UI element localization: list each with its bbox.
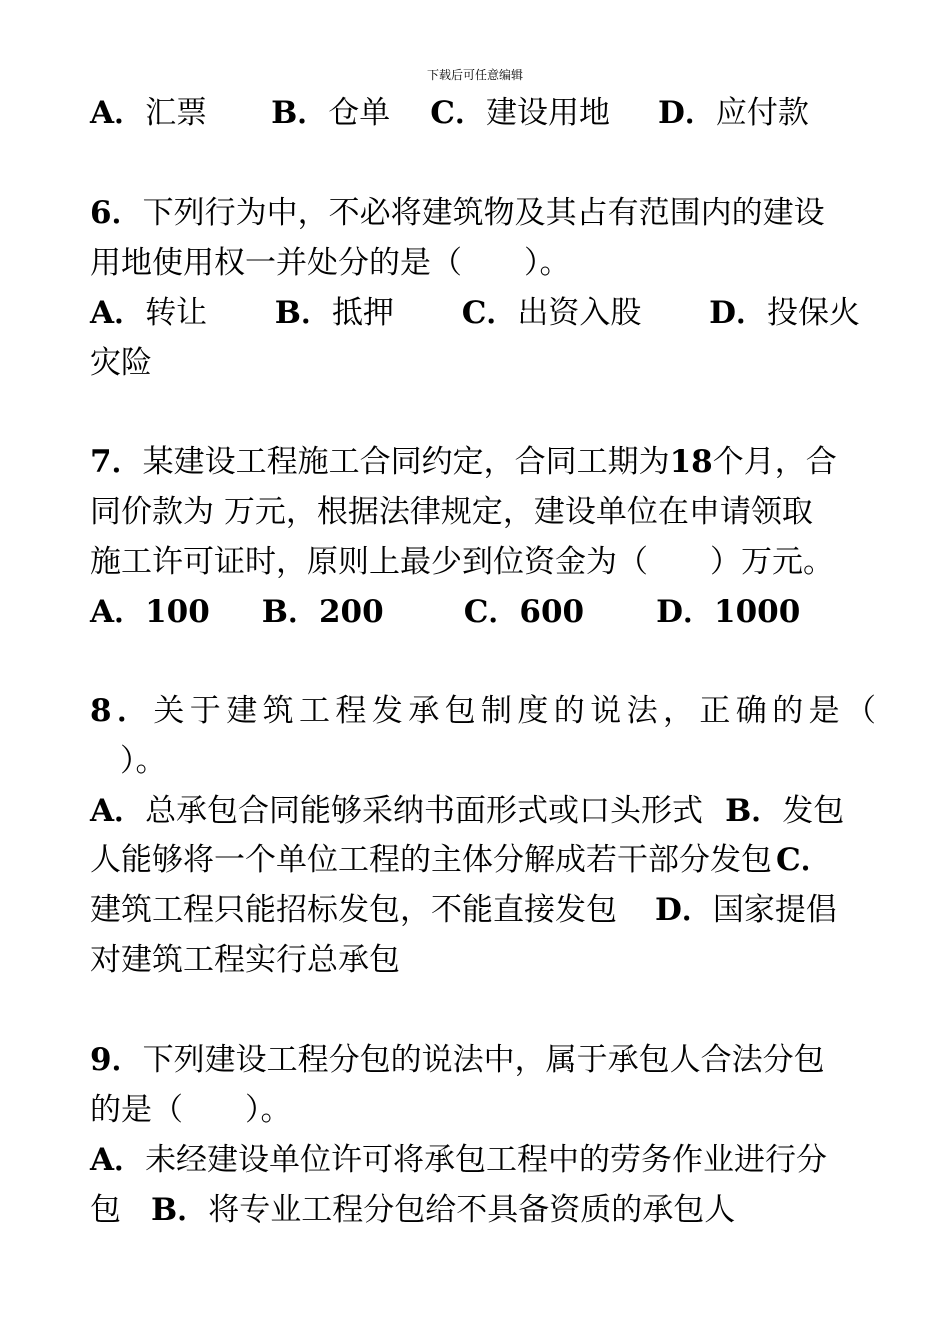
option-text: 投保火 <box>767 295 860 331</box>
question-text: 个月，合 <box>712 444 837 480</box>
question-number: 7 <box>90 444 112 480</box>
question-number-value: 18 <box>669 444 713 480</box>
q6-stem-line1: 6．下列行为中，不必将建筑物及其占有范围内的建设 <box>90 195 825 231</box>
q7-stem-line3: 施工许可证时，原则上最少到位资金为（ ）万元。 <box>90 544 834 580</box>
option-letter: B <box>151 1192 178 1228</box>
option-letter: D <box>657 95 685 131</box>
option-text: 总承包合同能够采纳书面形式或口头形式 <box>145 793 704 829</box>
q9-option-line1: A．未经建设单位许可将承包工程中的劳务作业进行分 <box>90 1142 828 1178</box>
option-letter: D <box>656 594 683 630</box>
option-text: 建设用地 <box>485 95 610 131</box>
q8-option-line4: 对建筑工程实行总承包 <box>90 942 400 978</box>
q9-stem-line1: 9．下列建设工程分包的说法中，属于承包人合法分包 <box>90 1042 825 1078</box>
q6-stem-line2: 用地使用权一并处分的是（ ）。 <box>90 245 571 281</box>
option-text: 100 <box>145 594 210 630</box>
q8-stem-line1-text: ．关于建筑工程发承包制度的说法，正确的是（ <box>116 693 882 729</box>
option-text: 出资入股 <box>517 295 642 331</box>
q6-option-wrap: 灾险 <box>90 345 152 381</box>
q9-stem-line2: 的是（ ）。 <box>90 1092 292 1128</box>
option-text: 200 <box>318 594 384 630</box>
option-letter: B <box>725 793 752 829</box>
option-letter: C <box>430 95 455 131</box>
option-letter: B <box>274 295 301 331</box>
question-text: 下列行为中，不必将建筑物及其占有范围内的建设 <box>142 195 825 231</box>
question-text: 某建设工程施工合同约定，合同工期为 <box>142 444 670 480</box>
q8-option-line1: A．总承包合同能够采纳书面形式或口头形式 B．发包 <box>90 793 845 829</box>
question-number: 6 <box>90 195 112 231</box>
q9-option-line2: 包 B．将专业工程分包给不具备资质的承包人 <box>90 1192 736 1228</box>
option-text: 600 <box>519 594 585 630</box>
q7-options: A．100 B．200 C．600 D．1000 <box>90 594 801 630</box>
option-letter: A <box>90 95 115 131</box>
option-text: 建筑工程只能招标发包，不能直接发包 <box>90 892 617 928</box>
q6-options: A．转让 B．抵押 C．出资入股 D．投保火 <box>90 295 860 331</box>
option-text: 未经建设单位许可将承包工程中的劳务作业进行分 <box>145 1142 828 1178</box>
option-letter: D <box>655 892 682 928</box>
question-number: 8 <box>90 693 112 729</box>
option-text: 发包 <box>782 793 845 829</box>
question-number: 9 <box>90 1042 112 1078</box>
q8-stem-line2: ）。 <box>120 743 167 779</box>
question-text: 下列建设工程分包的说法中，属于承包人合法分包 <box>142 1042 825 1078</box>
q5-options: A．汇票 B．仓单 C．建设用地 D．应付款 <box>90 95 809 131</box>
option-text: 国家提倡 <box>712 892 837 928</box>
page-header: 下载后可任意编辑 <box>426 68 523 82</box>
q7-stem-line2: 同价款为 万元，根据法律规定，建设单位在申请领取 <box>90 494 813 530</box>
option-text: 1000 <box>714 594 801 630</box>
q8-option-line2: 人能够将一个单位工程的主体分解成若干部分发包 C． <box>90 842 832 878</box>
option-letter: B <box>261 594 288 630</box>
option-text: 转让 <box>145 295 208 331</box>
option-letter: B <box>271 95 298 131</box>
option-letter: A <box>90 295 115 331</box>
q7-stem-line1: 7．某建设工程施工合同约定，合同工期为18个月，合 <box>90 444 837 480</box>
option-letter: A <box>90 594 115 630</box>
option-text: 抵押 <box>331 295 394 331</box>
option-letter: D <box>709 295 736 331</box>
option-text: 汇票 <box>145 95 208 131</box>
option-letter: C <box>776 842 801 878</box>
question-text: 关于建筑工程发承包制度的说法，正确的是（ <box>153 693 882 729</box>
q8-option-line3: 建筑工程只能招标发包，不能直接发包 D．国家提倡 <box>90 892 837 928</box>
option-text: 仓单 <box>328 95 391 131</box>
option-text: 人能够将一个单位工程的主体分解成若干部分发包 <box>90 842 772 878</box>
option-text: 将专业工程分包给不具备资质的承包人 <box>208 1192 736 1228</box>
option-letter: C <box>463 594 489 630</box>
option-text: 包 <box>90 1192 121 1228</box>
option-letter: C <box>461 295 487 331</box>
option-text: 应付款 <box>715 95 809 131</box>
